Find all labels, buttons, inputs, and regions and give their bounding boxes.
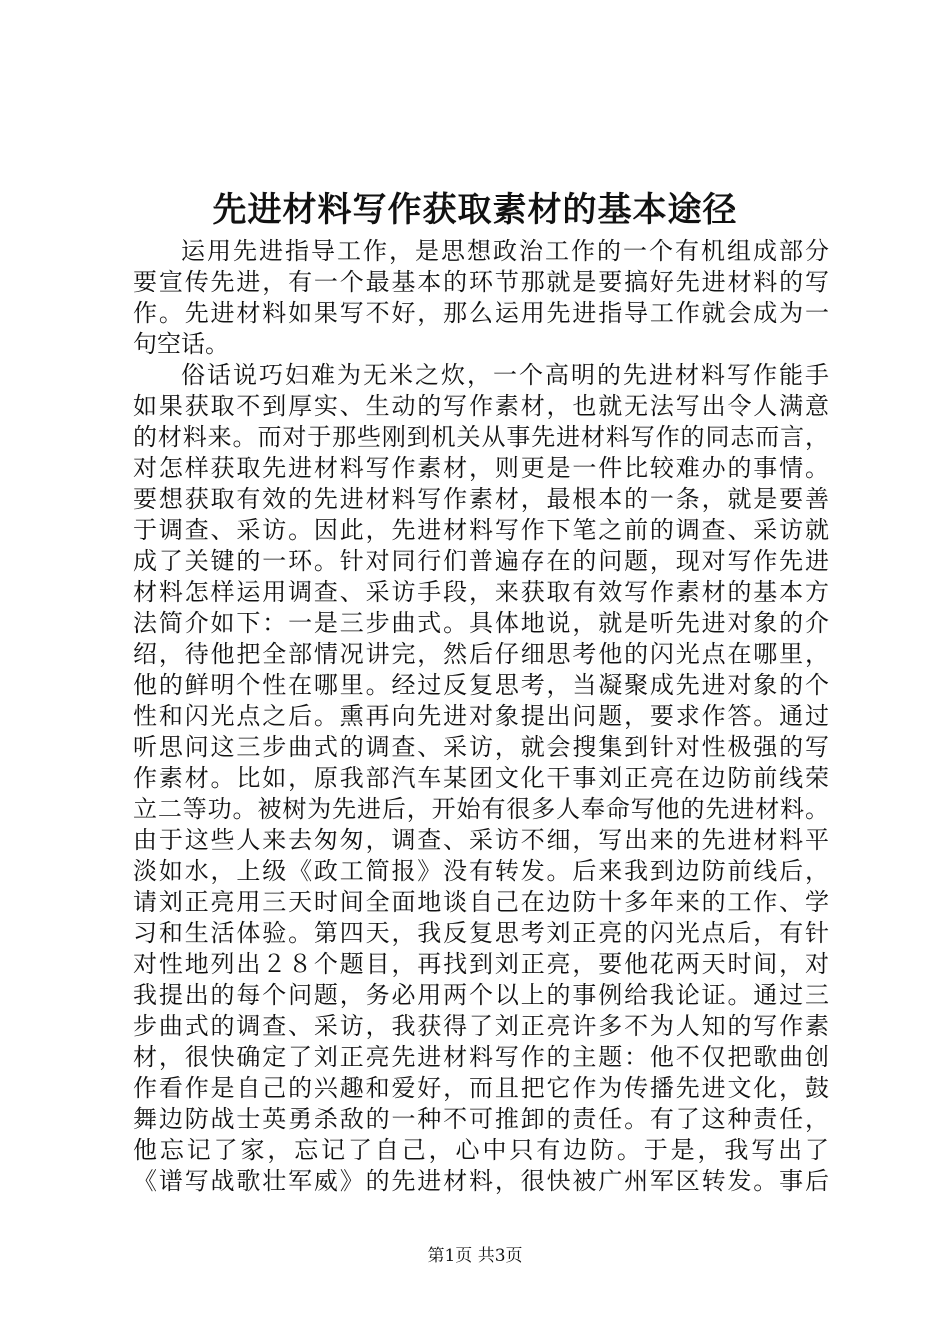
document-title: 先进材料写作获取素材的基本途径: [212, 190, 738, 230]
document-body: [133, 236, 829, 1197]
body-line: 《谱写战歌壮军威》的先进材料，很快被广州军区转发。事后: [133, 1167, 829, 1195]
body-line: 作。先进材料如果写不好，那么运用先进指导工作就会成为一: [133, 299, 829, 327]
body-line: 的材料来。而对于那些刚到机关从事先进材料写作的同志而言，: [133, 423, 829, 451]
body-line: 立二等功。被树为先进后，开始有很多人奉命写他的先进材料。: [133, 795, 829, 823]
body-line: 法简介如下：一是三步曲式。具体地说，就是听先进对象的介: [133, 609, 829, 637]
body-line: 性和闪光点之后。熏再向先进对象提出问题，要求作答。通过: [133, 702, 829, 730]
body-line: 请刘正亮用三天时间全面地谈自己在边防十多年来的工作、学: [133, 888, 829, 916]
body-line: 我提出的每个问题，务必用两个以上的事例给我论证。通过三: [133, 981, 829, 1009]
body-line: 成了关键的一环。针对同行们普遍存在的问题，现对写作先进: [133, 547, 829, 575]
body-line: 句空话。: [133, 330, 229, 358]
page-number-footer: 第1页 共3页: [427, 1246, 523, 1266]
body-line: 他的鲜明个性在哪里。经过反复思考，当凝聚成先进对象的个: [133, 671, 829, 699]
body-line: 作素材。比如，原我部汽车某团文化干事刘正亮在边防前线荣: [133, 764, 829, 792]
body-line: 对性地列出２８个题目，再找到刘正亮，要他花两天时间，对: [133, 950, 829, 978]
body-line: 由于这些人来去匆匆，调查、采访不细，写出来的先进材料平: [133, 826, 829, 854]
body-line: 俗话说巧妇难为无米之炊，一个高明的先进材料写作能手: [181, 361, 829, 389]
body-line: 对怎样获取先进材料写作素材，则更是一件比较难办的事情。: [133, 454, 829, 482]
body-line: 他忘记了家，忘记了自己，心中只有边防。于是，我写出了: [133, 1136, 829, 1164]
body-line: 运用先进指导工作，是思想政治工作的一个有机组成部分: [181, 237, 829, 265]
body-line: 步曲式的调查、采访，我获得了刘正亮许多不为人知的写作素: [133, 1012, 829, 1040]
body-line: 听思问这三步曲式的调查、采访，就会搜集到针对性极强的写: [133, 733, 829, 761]
body-line: 舞边防战士英勇杀敌的一种不可推卸的责任。有了这种责任，: [133, 1105, 829, 1133]
body-line: 作看作是自己的兴趣和爱好，而且把它作为传播先进文化，鼓: [133, 1074, 829, 1102]
body-line: 材，很快确定了刘正亮先进材料写作的主题：他不仅把歌曲创: [133, 1043, 829, 1071]
body-line: 习和生活体验。第四天，我反复思考刘正亮的闪光点后，有针: [133, 919, 829, 947]
body-line: 要想获取有效的先进材料写作素材，最根本的一条，就是要善: [133, 485, 829, 513]
body-line: 要宣传先进，有一个最基本的环节那就是要搞好先进材料的写: [133, 268, 829, 296]
body-line: 绍，待他把全部情况讲完，然后仔细思考他的闪光点在哪里，: [133, 640, 829, 668]
body-line: 如果获取不到厚实、生动的写作素材，也就无法写出令人满意: [133, 392, 829, 420]
body-line: 材料怎样运用调查、采访手段，来获取有效写作素材的基本方: [133, 578, 829, 606]
body-line: 淡如水，上级《政工简报》没有转发。后来我到边防前线后，: [133, 857, 829, 885]
body-line: 于调查、采访。因此，先进材料写作下笔之前的调查、采访就: [133, 516, 829, 544]
